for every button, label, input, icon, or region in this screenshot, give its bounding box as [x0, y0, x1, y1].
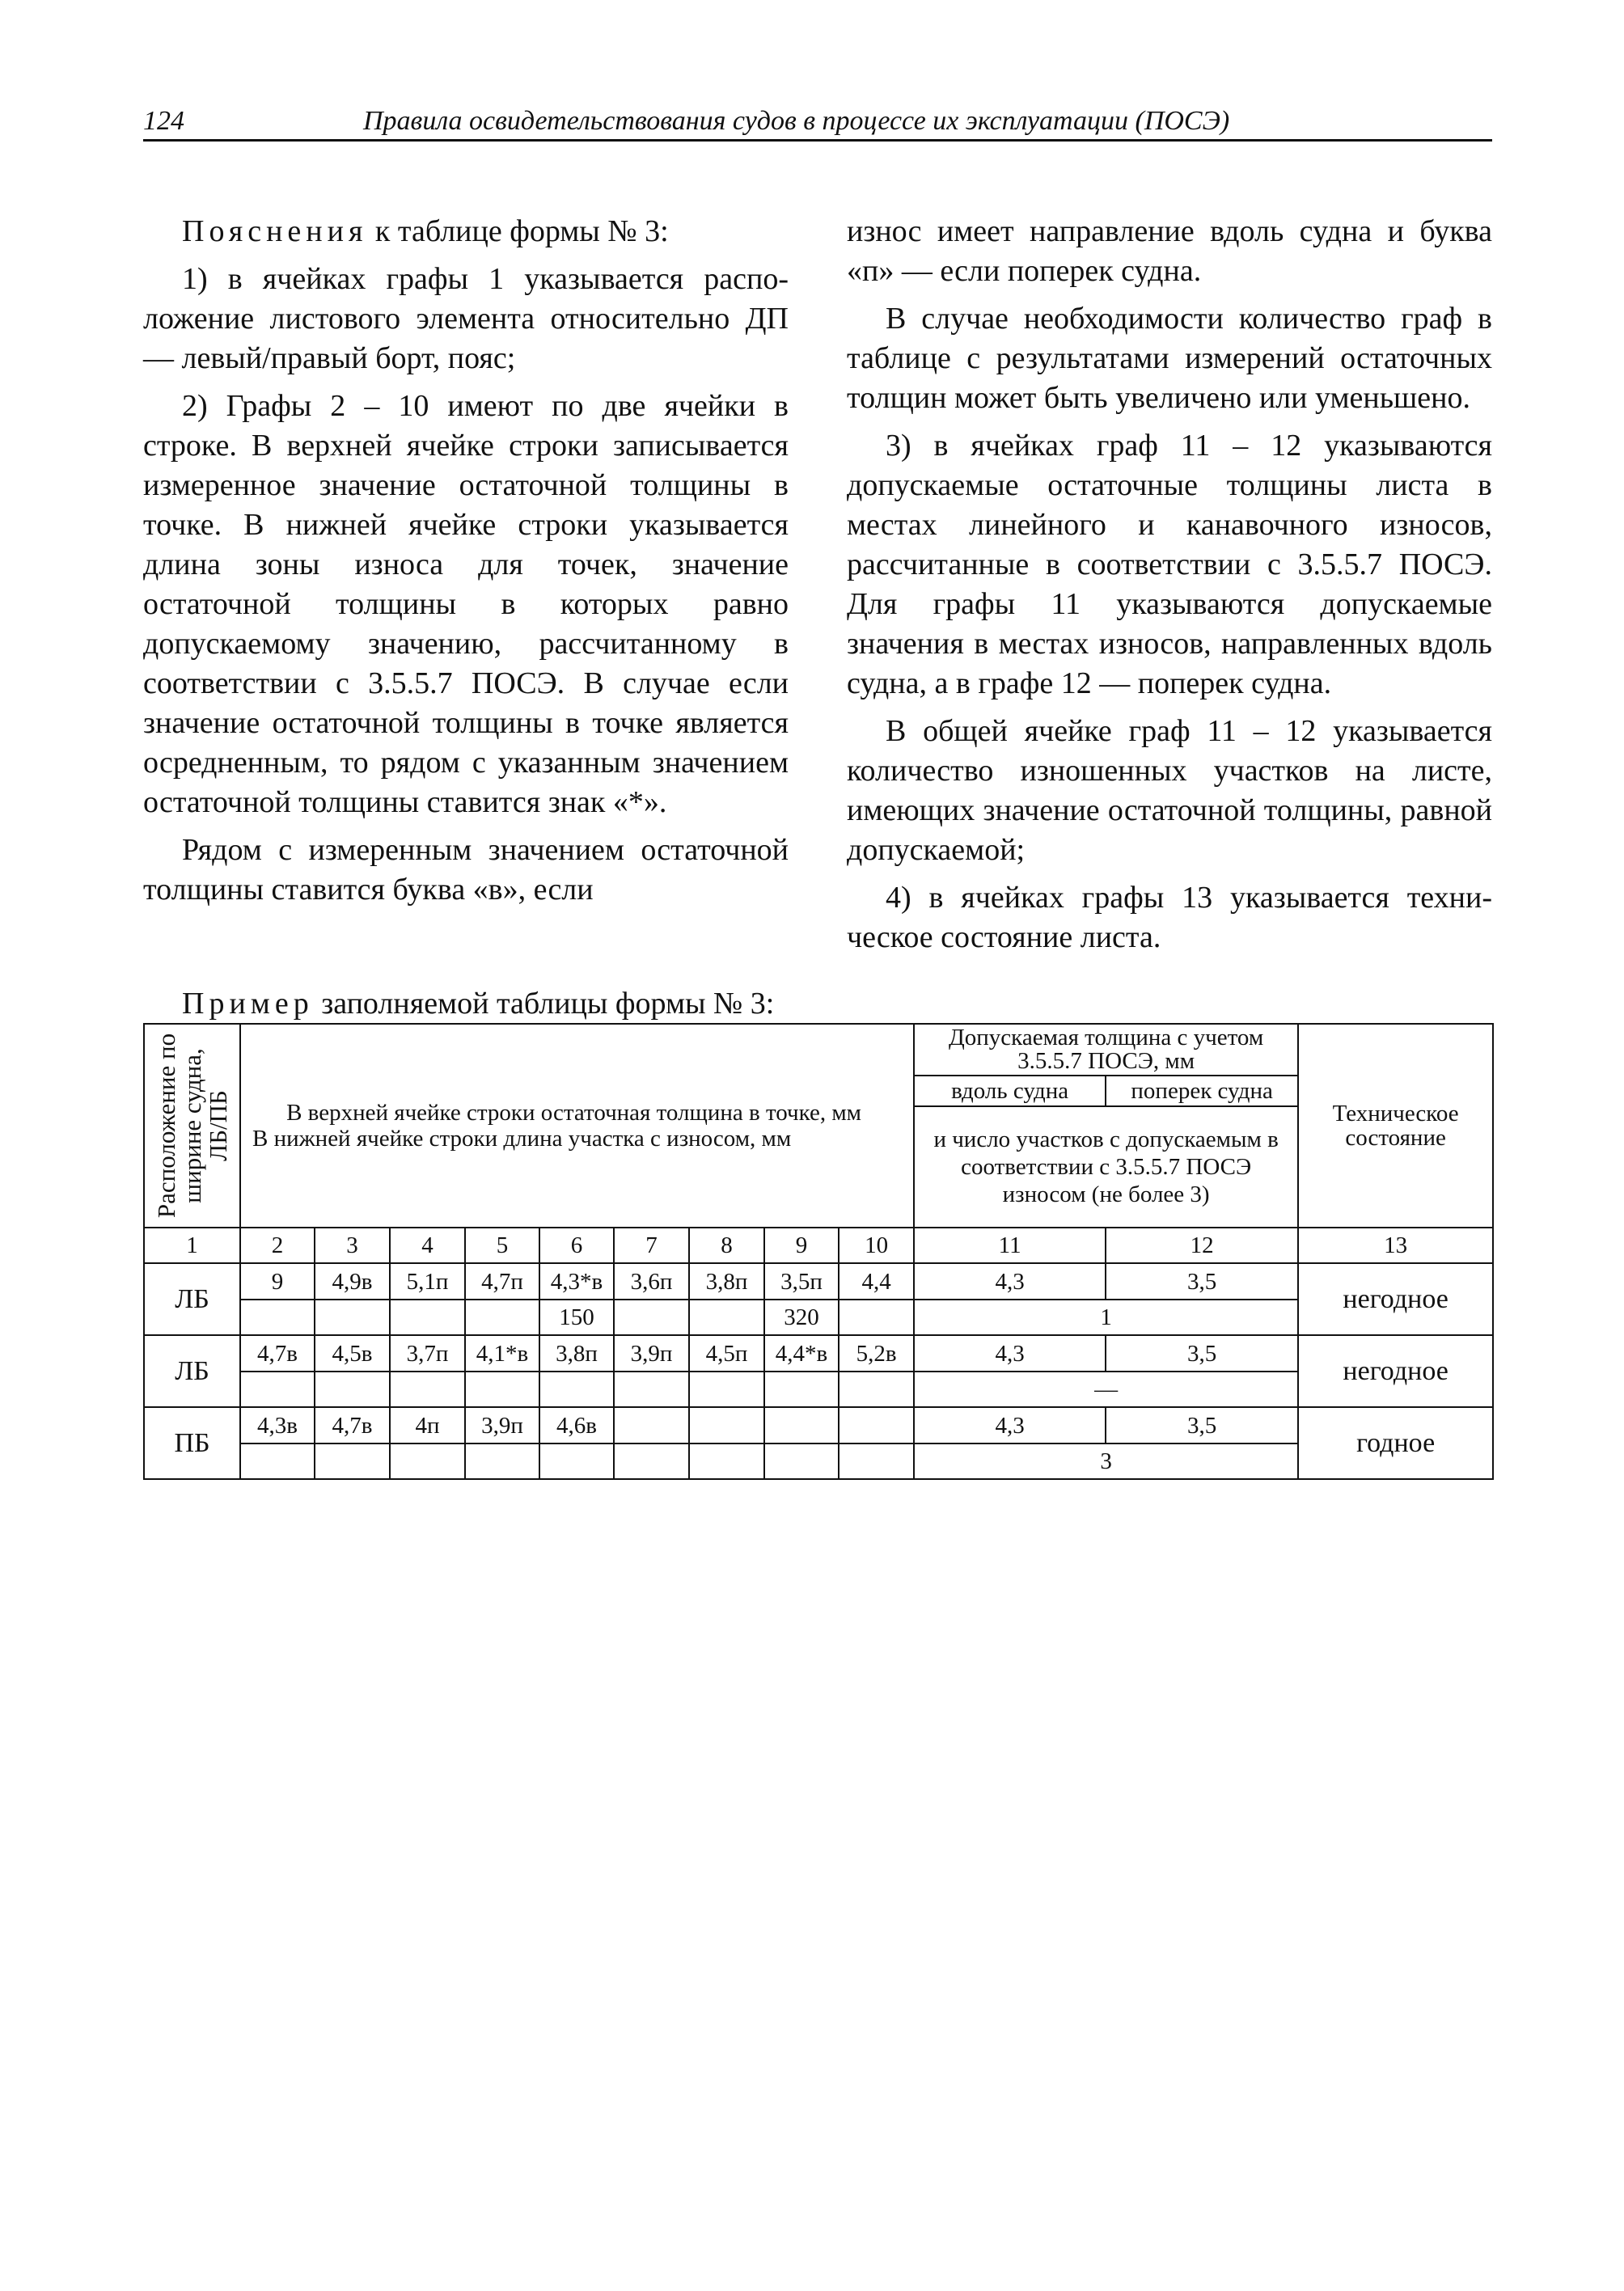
- upper-cell: 3,9п: [465, 1407, 539, 1443]
- lower-cell: [465, 1443, 539, 1479]
- across-cell: 3,5: [1106, 1263, 1298, 1300]
- table-row: [144, 1300, 1493, 1335]
- upper-cell: [764, 1407, 839, 1443]
- lower-cell: [390, 1300, 465, 1335]
- example-caption: [182, 985, 774, 1022]
- lower-cell: [240, 1443, 315, 1479]
- running-title: Правила освидетельствования судов в процессе их эксплуатации (ПОСЭ): [363, 106, 1230, 136]
- lower-cell: [465, 1372, 539, 1407]
- lower-cell: [390, 1443, 465, 1479]
- lower-cell: [240, 1300, 315, 1335]
- header-location: Расположение по ширине судна, ЛБ/ПБ: [151, 1033, 232, 1219]
- upper-cell: 4,1*в: [465, 1335, 539, 1372]
- table-row: [144, 1263, 1493, 1300]
- lower-cell: [764, 1443, 839, 1479]
- paragraph: В случае необходимости количество граф в таблице с результатами измерений остаточных толщин может быть увеличено или уменьшено.: [847, 302, 1492, 415]
- explanations-heading: [143, 212, 789, 252]
- upper-cell: 4,7п: [465, 1263, 539, 1300]
- upper-cell: 4,7в: [240, 1335, 315, 1372]
- header-thickness-upper: В верхней ячейке строки остаточная толщина в точке, мм: [286, 1100, 862, 1126]
- along-cell: 4,3: [914, 1263, 1106, 1300]
- upper-cell: 3,8п: [539, 1335, 614, 1372]
- column-number: 3: [315, 1228, 390, 1263]
- lower-cell: [839, 1372, 914, 1407]
- across-cell: 3,5: [1106, 1407, 1298, 1443]
- page-number: 124: [143, 106, 184, 136]
- table-row: [144, 1443, 1493, 1479]
- lower-cell: [465, 1300, 539, 1335]
- lower-cell: [614, 1300, 689, 1335]
- column-number: 13: [1298, 1228, 1493, 1263]
- upper-cell: 4,5в: [315, 1335, 390, 1372]
- upper-cell: 4,4*в: [764, 1335, 839, 1372]
- page-header: [143, 104, 1492, 142]
- upper-cell: 3,6п: [614, 1263, 689, 1300]
- column-number: 7: [614, 1228, 689, 1263]
- table-row: [144, 1407, 1493, 1443]
- header-count: и число участков с допускаемым в соответствии с 3.5.5.7 ПОСЭ износом (не более 3): [914, 1106, 1298, 1228]
- caption-rest: заполняемой таблицы формы № 3:: [313, 987, 775, 1021]
- lower-cell: [315, 1443, 390, 1479]
- heading-rest: к таблице формы № 3:: [367, 214, 669, 248]
- lower-cell: [315, 1372, 390, 1407]
- lower-cell: [689, 1300, 764, 1335]
- lower-cell: [614, 1443, 689, 1479]
- table-row: [144, 1335, 1493, 1372]
- upper-cell: 5,2в: [839, 1335, 914, 1372]
- paragraph: 4) в ячейках графы 13 указывается техническое состояние листа.: [847, 881, 1492, 954]
- header-across: поперек судна: [1106, 1076, 1298, 1106]
- paragraph: Рядом с измеренным значением остаточной толщины ставится буква «в», если: [143, 833, 789, 907]
- upper-cell: 4,9в: [315, 1263, 390, 1300]
- upper-cell: [839, 1407, 914, 1443]
- upper-cell: 4,3в: [240, 1407, 315, 1443]
- lower-cell: [839, 1300, 914, 1335]
- upper-cell: 5,1п: [390, 1263, 465, 1300]
- caption-spaced-word: Пример: [182, 987, 314, 1021]
- column-number: 5: [465, 1228, 539, 1263]
- count-cell: —: [914, 1372, 1298, 1407]
- upper-cell: 4п: [390, 1407, 465, 1443]
- condition-cell: негодное: [1298, 1263, 1493, 1335]
- lower-cell: [689, 1443, 764, 1479]
- heading-spaced-word: Пояснения: [182, 214, 368, 248]
- upper-cell: 3,9п: [614, 1335, 689, 1372]
- lower-cell: [315, 1300, 390, 1335]
- upper-cell: 3,8п: [689, 1263, 764, 1300]
- lower-cell: 320: [764, 1300, 839, 1335]
- header-along: вдоль судна: [914, 1076, 1106, 1106]
- paragraph: 2) Графы 2 – 10 имеют по две ячейки в строке. В верхней ячейке строки записывается измеренное значение остаточной толщины в точке. В нижней ячейке строки указывается длина зоны износа для точек, значение остаточной толщины в которых равно допускаемому значению, рассчитанному в соответствии с 3.5.5.7 ПОСЭ. В случае если значение остаточной толщины в точке является осредненным, то рядом с указанным значением остаточной толщины ставится знак «*».: [143, 389, 789, 819]
- lower-cell: [539, 1443, 614, 1479]
- across-cell: 3,5: [1106, 1335, 1298, 1372]
- upper-cell: 4,3*в: [539, 1263, 614, 1300]
- upper-cell: 3,5п: [764, 1263, 839, 1300]
- upper-cell: 4,5п: [689, 1335, 764, 1372]
- lower-cell: [240, 1372, 315, 1407]
- header-condition: Техническое состояние: [1298, 1024, 1493, 1228]
- upper-cell: 3,7п: [390, 1335, 465, 1372]
- lower-cell: [539, 1372, 614, 1407]
- count-cell: 3: [914, 1443, 1298, 1479]
- along-cell: 4,3: [914, 1335, 1106, 1372]
- along-cell: 4,3: [914, 1407, 1106, 1443]
- upper-cell: 4,4: [839, 1263, 914, 1300]
- form-3-example-table: [143, 1023, 1494, 1480]
- column-number: 1: [144, 1228, 240, 1263]
- location-cell: ЛБ: [144, 1263, 240, 1335]
- upper-cell: [614, 1407, 689, 1443]
- left-column: [143, 212, 789, 918]
- count-cell: 1: [914, 1300, 1298, 1335]
- column-numbers-row: [144, 1228, 1493, 1263]
- paragraph: В общей ячейке граф 11 – 12 указывается количество изношенных участков на листе, имеющих значение остаточной толщины, равной допускаемой;: [847, 714, 1492, 867]
- column-number: 10: [839, 1228, 914, 1263]
- upper-cell: [689, 1407, 764, 1443]
- lower-cell: [839, 1443, 914, 1479]
- lower-cell: [390, 1372, 465, 1407]
- column-number: 11: [914, 1228, 1106, 1263]
- table-row: [144, 1372, 1493, 1407]
- upper-cell: 4,6в: [539, 1407, 614, 1443]
- paragraph: 3) в ячейках граф 11 – 12 указываются допускаемые остаточные толщины листа в местах линейного и канавочного износов, рассчитанные в соответствии с 3.5.5.7 ПОСЭ. Для графы 11 указываются допускаемые значения в местах износов, направленных вдоль судна, а в графе 12 — поперек судна.: [847, 429, 1492, 700]
- column-number: 9: [764, 1228, 839, 1263]
- table-header-row: [144, 1024, 1493, 1076]
- lower-cell: [764, 1372, 839, 1407]
- lower-cell: [614, 1372, 689, 1407]
- location-cell: ПБ: [144, 1407, 240, 1479]
- lower-cell: 150: [539, 1300, 614, 1335]
- condition-cell: негодное: [1298, 1335, 1493, 1407]
- header-thickness-lower: В нижней ячейке строки длина участка с износом, мм: [252, 1126, 792, 1152]
- header-allowable: Допускаемая толщина с учетом 3.5.5.7 ПОСЭ, мм: [914, 1024, 1298, 1076]
- paragraph: 1) в ячейках графы 1 указывается расположение листового элемента относительно ДП — левый/правый борт, пояс;: [143, 262, 789, 375]
- column-number: 8: [689, 1228, 764, 1263]
- condition-cell: годное: [1298, 1407, 1493, 1479]
- header-location-cell: [144, 1024, 240, 1228]
- column-number: 4: [390, 1228, 465, 1263]
- location-cell: ЛБ: [144, 1335, 240, 1407]
- column-number: 2: [240, 1228, 315, 1263]
- header-thickness-cell: [240, 1024, 914, 1228]
- upper-cell: 9: [240, 1263, 315, 1300]
- paragraph: износ имеет направление вдоль судна и буква «п» — если поперек судна.: [847, 214, 1492, 288]
- column-number: 12: [1106, 1228, 1298, 1263]
- column-number: 6: [539, 1228, 614, 1263]
- upper-cell: 4,7в: [315, 1407, 390, 1443]
- lower-cell: [689, 1372, 764, 1407]
- right-column: [847, 212, 1492, 966]
